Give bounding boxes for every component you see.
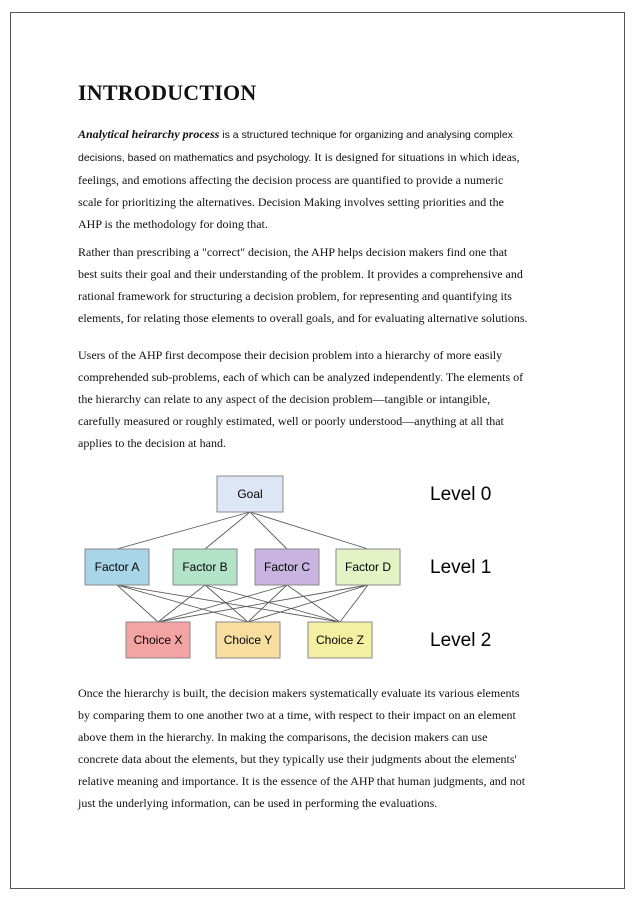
factor-d-label: Factor D — [344, 560, 392, 574]
paragraph-line: the hierarchy can relate to any aspect of the decision problem—tangible or intangible, — [78, 392, 491, 406]
factor-b-label: Factor B — [182, 560, 228, 574]
level-0-label: Level 0 — [430, 484, 492, 505]
goal-label: Goal — [237, 487, 263, 501]
factor-a-label: Factor A — [94, 560, 140, 574]
paragraph-hierarchy — [78, 344, 566, 454]
paragraph-line: relative meaning and importance. It is the essence of the AHP that human judgments, and not — [78, 774, 526, 788]
factor-choice-connector — [158, 585, 368, 622]
choice-x-label: Choice X — [133, 633, 183, 647]
goal-factor-connector — [205, 512, 250, 549]
choice-z-label: Choice Z — [315, 633, 365, 647]
paragraph-line: Rather than prescribing a "correct" decision, the AHP helps decision makers find one that — [78, 245, 508, 259]
paragraph-line: carefully measured or roughly estimated, well or poorly understood—anything at all that — [78, 414, 504, 428]
factor-choice-connector — [340, 585, 368, 622]
paragraph-line: above them in the hierarchy. In making the comparisons, the decision makers can use — [78, 730, 488, 744]
paragraph-line: just the underlying information, can be used in performing the evaluations. — [78, 796, 438, 810]
paragraph-line: Analytical heirarchy process is a structured technique for organizing and analysing complex — [78, 127, 513, 141]
factor-choice-connector — [158, 585, 205, 622]
paragraph-line: comprehended sub-problems, each of which can be analyzed independently. The elements of — [78, 370, 524, 384]
paragraph-line: elements, for relating those elements to overall goals, and for evaluating alternative solutions. — [78, 311, 528, 325]
paragraph-line: by comparing them to one another two at a time, with respect to their impact on an element — [78, 708, 516, 722]
page-heading: INTRODUCTION — [78, 80, 257, 105]
paragraph-line: feelings, and emotions affecting the decision process are quantified to provide a numeric — [78, 173, 504, 187]
level-1-label: Level 1 — [430, 557, 492, 578]
paragraph-line: decisions, based on mathematics and psychology. It is designed for situations in which ideas, — [78, 150, 520, 164]
ahp-term: Analytical heirarchy process — [78, 127, 220, 141]
paragraph-intro — [78, 123, 566, 235]
goal-factor-connector — [117, 512, 250, 549]
paragraph-line: best suits their goal and their understanding of the problem. It provides a comprehensive and — [78, 267, 523, 281]
connector-lines — [117, 512, 368, 622]
choice-y-label: Choice Y — [223, 633, 273, 647]
factor-c-label: Factor C — [263, 560, 311, 574]
level-2-label: Level 2 — [430, 630, 492, 651]
paragraph-evaluation — [78, 682, 566, 814]
paragraph-line: concrete data about the elements, but they typically use their judgments about the elements' — [78, 752, 517, 766]
goal-factor-connector — [250, 512, 368, 549]
paragraph-line: scale for prioritizing the alternatives. Decision Making involves setting priorities and the — [78, 195, 504, 209]
paragraph-line: Once the hierarchy is built, the decision makers systematically evaluate its various elements — [78, 686, 520, 700]
paragraph-line: Users of the AHP first decompose their decision problem into a hierarchy of more easily — [78, 348, 503, 362]
ahp-hierarchy-diagram — [60, 465, 520, 670]
factor-choice-connector — [205, 585, 340, 622]
paragraph-line: rational framework for structuring a decision problem, for representing and quantifying its — [78, 289, 512, 303]
paragraph-line: AHP is the methodology for doing that. — [78, 217, 268, 231]
factor-choice-connector — [287, 585, 340, 622]
paragraph-framework — [78, 241, 566, 329]
paragraph-line: applies to the decision at hand. — [78, 436, 226, 450]
